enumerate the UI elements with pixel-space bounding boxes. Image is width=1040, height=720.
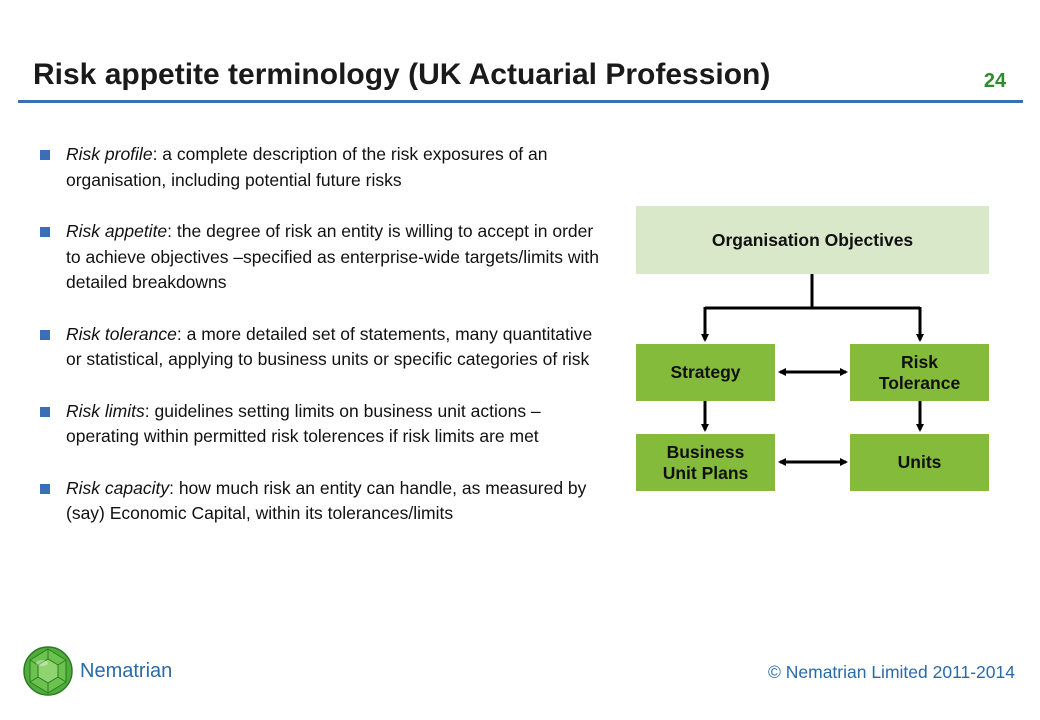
brand-name: Nematrian	[80, 660, 173, 682]
box-risk-tolerance	[850, 344, 989, 401]
bullet-text: : guidelines setting limits on business unit actions – operating within permitted risk tolerences if risk limits are met	[66, 400, 541, 446]
bullet-text: : a complete description of the risk exposures of an organisation, including potential future risks	[66, 144, 548, 190]
box-strategy	[636, 344, 775, 401]
box-label	[879, 352, 960, 394]
copyright-notice: © Nematrian Limited 2011-2014	[767, 662, 1015, 682]
box-label-line2: Unit Plans	[662, 462, 749, 483]
box-label	[663, 442, 749, 484]
bullet-term: Risk tolerance	[66, 323, 177, 344]
bullet-term: Risk appetite	[66, 221, 168, 241]
box-label-line2: Tolerance	[878, 372, 961, 393]
box-units	[850, 434, 989, 491]
bullet-text: : a more detailed set of statements, many quantitative or statistical, applying to business units or specific categories of risk	[66, 323, 593, 369]
box-label-line1: Business	[666, 441, 745, 462]
page-title: Risk appetite terminology (UK Actuarial Profession)	[33, 58, 771, 91]
bullet-term: Risk limits	[66, 400, 145, 421]
box-label: Organisation Objectives	[711, 229, 914, 250]
green-geodesic-sphere-icon	[22, 645, 74, 697]
box-label-line1: Risk	[901, 351, 938, 372]
box-business-unit-plans	[636, 434, 775, 491]
box-label: Strategy	[670, 362, 741, 382]
bullet-text: : how much risk an entity can handle, as measured by (say) Economic Capital, within its tolerances/limits	[66, 477, 587, 523]
box-organisation-objectives	[636, 206, 989, 274]
box-label: Units	[897, 452, 942, 472]
bullet-term: Risk profile	[66, 144, 153, 164]
page-number: 24	[983, 70, 1007, 92]
bullet-text: : the degree of risk an entity is willing to accept in order to achieve objectives –specified as enterprise-wide targets/limits with detailed breakdowns	[66, 221, 600, 292]
bullet-term: Risk capacity	[66, 477, 170, 498]
